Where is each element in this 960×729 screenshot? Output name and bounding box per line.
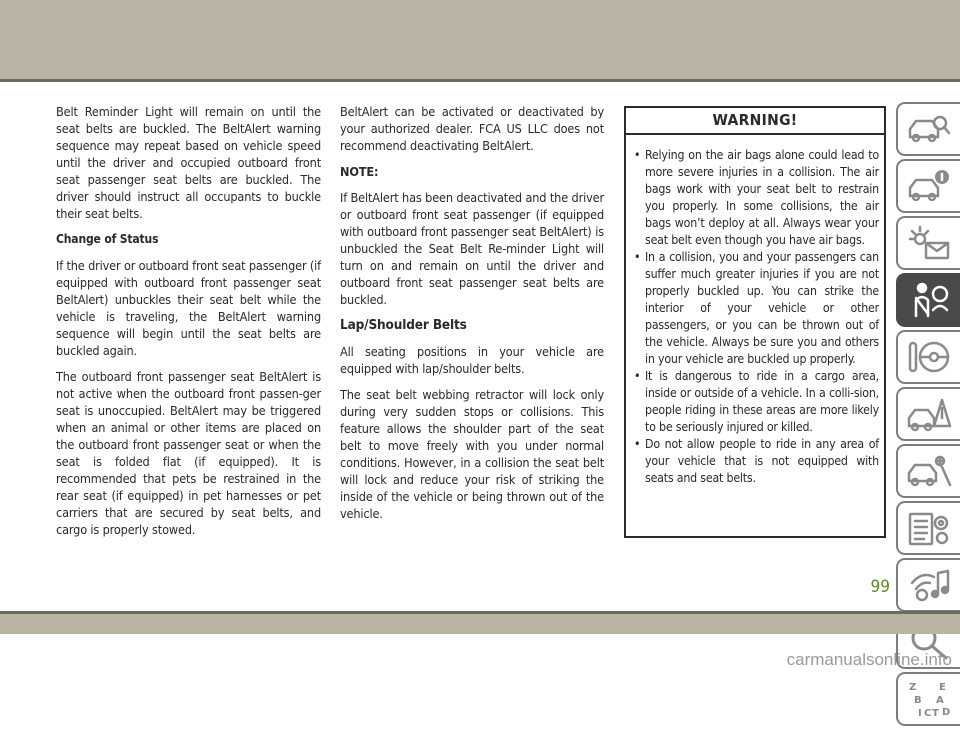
text-column-left <box>56 103 321 547</box>
svg-text:T: T <box>932 708 939 719</box>
paragraph: The outboard front passenger seat BeltAlert is not active when the outboard front passen-ger seat is unoccupied. BeltAlert may be triggered when an animal or other items are placed on the outboard front passenger seat or when the seat is folded flat (if equipped). It is recommended that pets be restrained in the rear seat (if equipped) in pet harnesses or pet carriers that are secured by seat belts, and cargo is properly stowed. <box>56 369 321 537</box>
warning-item: • Do not allow people to ride in any area of your vehicle that is not equipped with seats and seat belts. <box>634 436 879 487</box>
steering-wheel-icon <box>906 337 952 377</box>
text-column-middle <box>340 103 604 531</box>
svg-text:A: A <box>936 695 944 706</box>
paragraph: The seat belt webbing retractor will lock only during very sudden stops or collisions. This feature allows the shoulder part of the seat belt to move freely with you under normal conditions. However, in a collision the seat belt will lock and reduce your risk of striking the inside of the vehicle or being thrown out of the vehicle. <box>340 387 604 521</box>
warning-item: • Relying on the air bags alone could lead to more severe injuries in a collision. The air bags work with your seat belt to restrain you properly. In some collisions, the air bags won’t deploy at all. Always wear your seat belt even though you have air bags. <box>634 147 879 249</box>
tab-index[interactable] <box>896 672 960 726</box>
warning-list <box>626 147 884 487</box>
index-icon <box>906 679 952 719</box>
tab-steering-wheel[interactable] <box>896 330 960 384</box>
svg-text:C: C <box>924 708 932 719</box>
note-text: If BeltAlert has been deactivated and the driver or outboard front seat passenger (if equipped with outboard front passenger seat BeltAlert) is unbuckled the Seat Belt Re-minder Light will turn on and remain on until the driver and outboard front seat passenger seat belts are buckled. <box>340 190 604 307</box>
svg-text:Z: Z <box>909 682 917 693</box>
multimedia-icon <box>906 565 952 605</box>
car-search-icon <box>906 109 952 149</box>
warning-item: • It is dangerous to ride in a cargo area, inside or outside of a vehicle. In a colli-sion, people riding in these areas are more likely to be seriously injured or killed. <box>634 368 879 436</box>
tab-specifications[interactable] <box>896 501 960 555</box>
header-band <box>0 0 960 79</box>
paragraph: If the driver or outboard front seat passenger (if equipped with outboard front passenger seat BeltAlert) unbuckles their seat belt while the vehicle is traveling, the BeltAlert warning sequence will begin until the seat belts are buckled again. <box>56 258 322 358</box>
tab-multimedia[interactable] <box>896 558 960 612</box>
tab-car-service[interactable] <box>896 444 960 498</box>
car-service-icon <box>906 451 952 491</box>
roadside-warning-icon <box>906 394 952 434</box>
warning-title: WARNING! <box>626 108 884 135</box>
footer-band <box>0 614 960 634</box>
svg-text:D: D <box>942 707 951 718</box>
warning-box <box>624 106 886 538</box>
header-divider <box>0 79 960 82</box>
watermark-text: carmanualsonline.info <box>786 650 952 669</box>
note-label: NOTE: <box>340 164 379 179</box>
svg-text:E: E <box>939 682 946 693</box>
paragraph: BeltAlert can be activated or deactivated by your authorized dealer. FCA US LLC does not recommend deactivating BeltAlert. <box>340 104 604 153</box>
car-info-icon <box>906 166 952 206</box>
tab-roadside-warning[interactable] <box>896 387 960 441</box>
seatbelt-airbag-icon <box>906 280 952 320</box>
warning-lights-icon <box>906 223 952 263</box>
subheading-change-of-status: Change of Status <box>56 232 159 246</box>
svg-text:B: B <box>914 695 922 706</box>
tab-warning-lights[interactable] <box>896 216 960 270</box>
warning-item: • In a collision, you and your passengers can suffer much greater injuries if you are not properly buckled up. You can strike the interior of your vehicle or other passengers, or you can be thrown out of the vehicle. Always be sure you and others in your vehicle are buckled up properly. <box>634 249 879 368</box>
paragraph: Belt Reminder Light will remain on until the seat belts are buckled. The BeltAlert warning sequence may repeat based on vehicle speed until the driver and occupied outboard front seat passenger seat belts are buckled. The driver should instruct all occupants to buckle their seat belts. <box>56 104 321 221</box>
section-heading-lap-shoulder-belts: Lap/Shoulder Belts <box>340 317 467 333</box>
tab-seatbelt-airbag[interactable] <box>896 273 960 327</box>
page-number: 99 <box>870 577 890 597</box>
tab-car-search[interactable] <box>896 102 960 156</box>
paragraph: All seating positions in your vehicle are equipped with lap/shoulder belts. <box>340 344 604 376</box>
svg-text:I: I <box>918 708 922 719</box>
chapter-tabs <box>896 102 960 729</box>
tab-car-info[interactable] <box>896 159 960 213</box>
specifications-icon <box>906 508 952 548</box>
